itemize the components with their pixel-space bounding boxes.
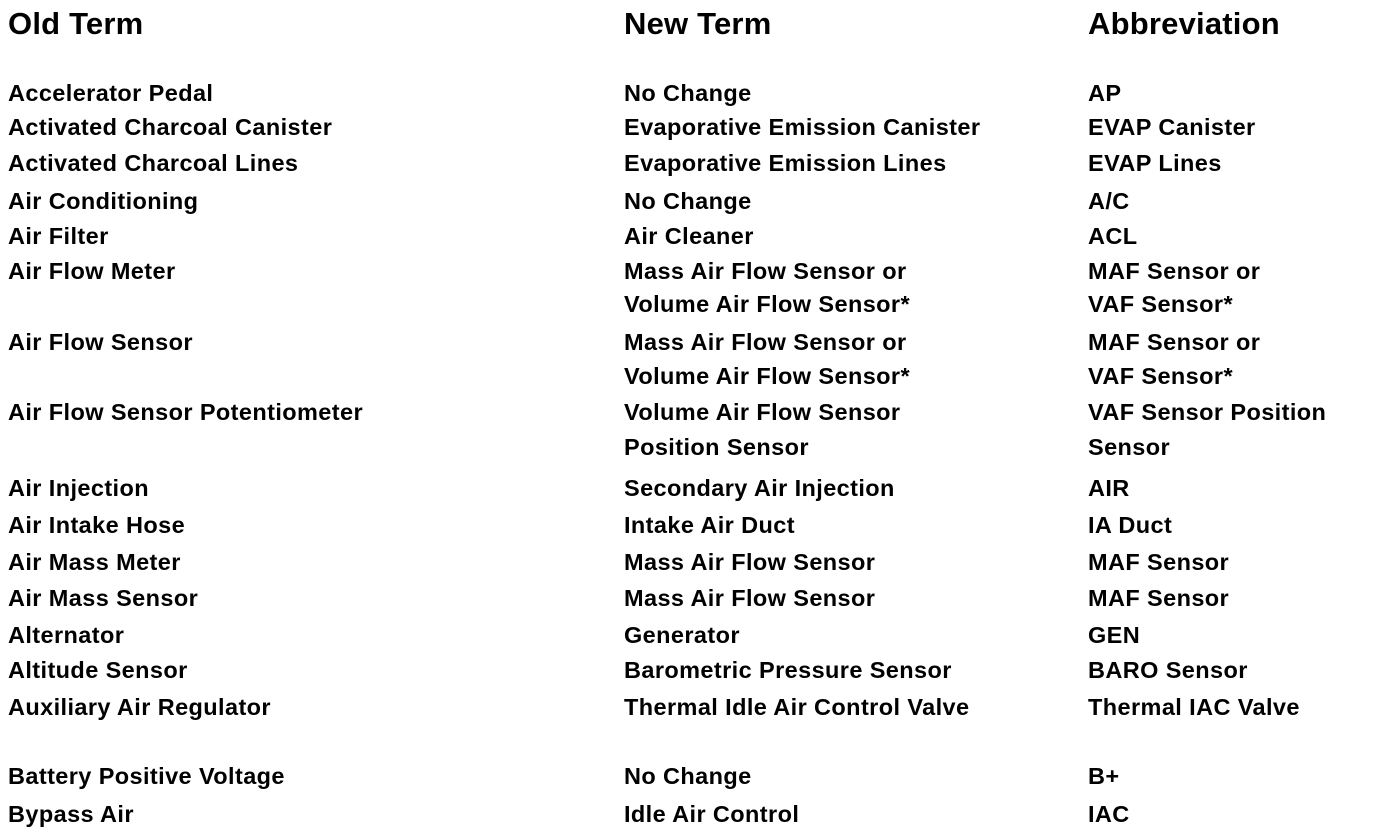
old-term-cell: Air Injection (8, 475, 149, 501)
new-term-cell: No Change (624, 80, 752, 106)
abbreviation-cell: Thermal IAC Valve (1088, 694, 1300, 720)
new-term-cell: Thermal Idle Air Control Valve (624, 694, 970, 720)
old-term-cell: Air Mass Sensor (8, 585, 199, 611)
abbreviation-cell: EVAP Lines (1088, 150, 1222, 176)
new-term-cell: Mass Air Flow Sensor or (624, 258, 907, 284)
old-term-cell: Bypass Air (8, 801, 134, 827)
new-term-cell: Intake Air Duct (624, 512, 795, 538)
old-term-cell: Auxiliary Air Regulator (8, 694, 271, 720)
abbreviation-cell: AP (1088, 80, 1122, 106)
new-term-cell: Secondary Air Injection (624, 475, 895, 501)
old-term-cell: Activated Charcoal Canister (8, 114, 333, 140)
old-term-cell: Accelerator Pedal (8, 80, 214, 106)
old-term-cell: Air Flow Sensor (8, 329, 193, 355)
new-term-cell: No Change (624, 188, 752, 214)
old-term-cell: Air Flow Sensor Potentiometer (8, 399, 364, 425)
old-term-cell: Air Filter (8, 223, 109, 249)
old-term-cell: Altitude Sensor (8, 657, 188, 683)
abbreviation-cell: MAF Sensor or (1088, 258, 1261, 284)
abbreviation-cell: ACL (1088, 223, 1138, 249)
old-term-cell: Alternator (8, 622, 125, 648)
abbreviation-cell: MAF Sensor (1088, 585, 1230, 611)
abbreviation-cell: AIR (1088, 475, 1130, 501)
new-term-cell: No Change (624, 763, 752, 789)
abbreviation-cell: MAF Sensor or (1088, 329, 1261, 355)
header-abbreviation: Abbreviation (1088, 6, 1280, 41)
abbreviation-cell: Sensor (1088, 434, 1171, 460)
abbreviation-cell: IA Duct (1088, 512, 1173, 538)
header-old-term: Old Term (8, 6, 144, 41)
new-term-cell: Volume Air Flow Sensor* (624, 363, 911, 389)
new-term-cell: Air Cleaner (624, 223, 754, 249)
new-term-cell: Idle Air Control (624, 801, 800, 827)
abbreviation-cell: B+ (1088, 763, 1120, 789)
new-term-cell: Barometric Pressure Sensor (624, 657, 952, 683)
new-term-cell: Volume Air Flow Sensor (624, 399, 901, 425)
new-term-cell: Mass Air Flow Sensor or (624, 329, 907, 355)
abbreviation-cell: GEN (1088, 622, 1141, 648)
new-term-cell: Mass Air Flow Sensor (624, 549, 876, 575)
old-term-cell: Air Mass Meter (8, 549, 181, 575)
abbreviation-cell: BARO Sensor (1088, 657, 1248, 683)
new-term-cell: Volume Air Flow Sensor* (624, 291, 911, 317)
new-term-cell: Generator (624, 622, 740, 648)
old-term-cell: Battery Positive Voltage (8, 763, 285, 789)
abbreviation-cell: A/C (1088, 188, 1130, 214)
new-term-cell: Evaporative Emission Canister (624, 114, 981, 140)
header-new-term: New Term (624, 6, 772, 41)
abbreviation-cell: MAF Sensor (1088, 549, 1230, 575)
abbreviation-cell: VAF Sensor* (1088, 291, 1233, 317)
abbreviation-cell: VAF Sensor* (1088, 363, 1233, 389)
abbreviation-cell: IAC (1088, 801, 1130, 827)
old-term-cell: Air Intake Hose (8, 512, 186, 538)
old-term-cell: Activated Charcoal Lines (8, 150, 299, 176)
new-term-cell: Mass Air Flow Sensor (624, 585, 876, 611)
old-term-cell: Air Conditioning (8, 188, 199, 214)
abbreviation-cell: EVAP Canister (1088, 114, 1256, 140)
abbreviation-cell: VAF Sensor Position (1088, 399, 1327, 425)
new-term-cell: Position Sensor (624, 434, 809, 460)
new-term-cell: Evaporative Emission Lines (624, 150, 947, 176)
old-term-cell: Air Flow Meter (8, 258, 176, 284)
